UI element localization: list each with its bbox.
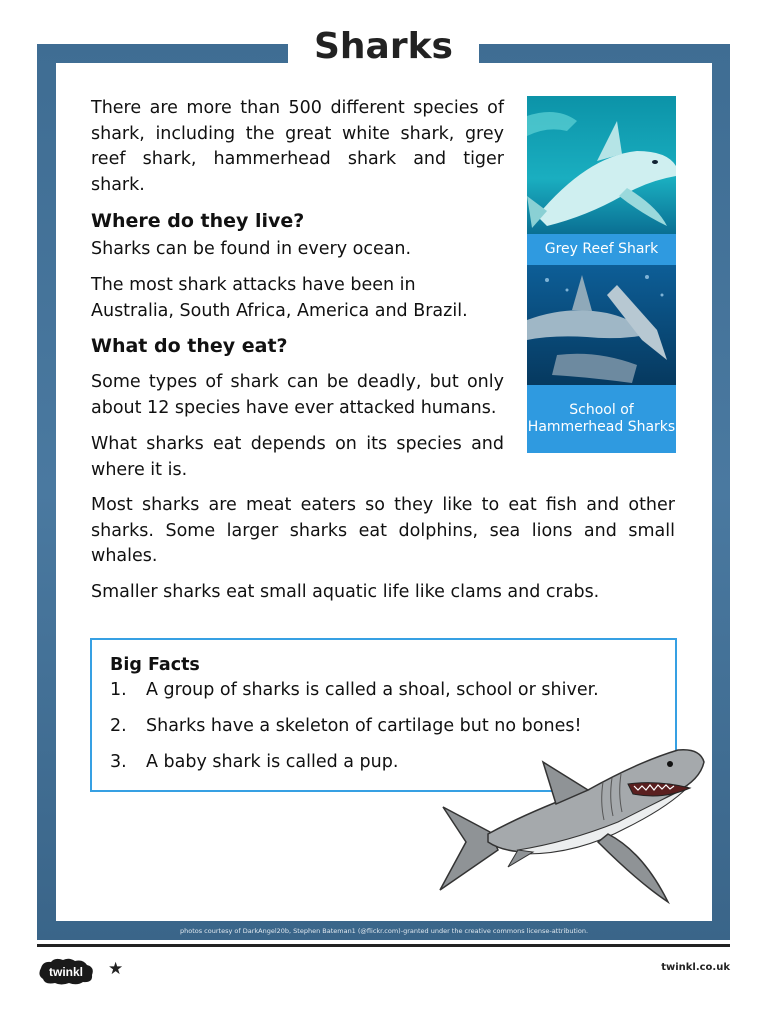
eat-paragraph-1: Some types of shark can be deadly, but only about 12 species have ever attacked humans.: [91, 372, 504, 418]
fact-text: A baby shark is called a pup.: [146, 752, 399, 772]
footer-divider: [37, 944, 730, 947]
grey-reef-shark-photo: [527, 96, 676, 234]
fact-item-1: [110, 680, 599, 700]
logo-text: twinkl: [48, 965, 84, 979]
eat-paragraph-4: Smaller sharks eat small aquatic life like clams and crabs.: [91, 582, 600, 602]
page-title: Sharks: [314, 26, 453, 67]
photo-credit: photos courtesy of DarkAngel20b, Stephen Bateman1 (@flickr.com)-granted under the creative commons license-attribution.: [179, 927, 589, 935]
website-link[interactable]: twinkl.co.uk: [661, 962, 730, 973]
heading-where-they-live: Where do they live?: [91, 210, 305, 232]
fact-item-3: [110, 752, 398, 772]
twinkl-logo[interactable]: [37, 957, 95, 985]
heading-what-they-eat: What do they eat?: [91, 335, 288, 357]
great-white-shark-illustration: [438, 742, 708, 910]
hammerhead-caption: School of Hammerhead Sharks: [527, 385, 676, 453]
eat-paragraph-3: Most sharks are meat eaters so they like to eat fish and other sharks. Some larger sharks eat dolphins, sea lions and small whales.: [91, 495, 675, 566]
grey-reef-caption: Grey Reef Shark: [527, 234, 676, 265]
fact-text: A group of sharks is called a shoal, school or shiver.: [146, 680, 599, 700]
fact-text: Sharks have a skeleton of cartilage but no bones!: [146, 716, 582, 736]
intro-paragraph: There are more than 500 different species of shark, including the great white shark, grey reef shark, hammerhead shark and tiger shark.: [91, 98, 504, 195]
eat-paragraph-2: What sharks eat depends on its species and where it is.: [91, 434, 504, 480]
fact-number: 2.: [110, 716, 127, 736]
fact-number: 1.: [110, 680, 127, 700]
big-facts-title: Big Facts: [110, 655, 200, 675]
star-icon: ★: [108, 959, 124, 979]
where-paragraph-1: Sharks can be found in every ocean.: [91, 239, 412, 259]
fact-number: 3.: [110, 752, 127, 772]
fact-item-2: [110, 716, 581, 736]
where-paragraph-2: The most shark attacks have been in Australia, South Africa, America and Brazil.: [91, 275, 468, 321]
hammerhead-sharks-photo: [527, 265, 676, 385]
